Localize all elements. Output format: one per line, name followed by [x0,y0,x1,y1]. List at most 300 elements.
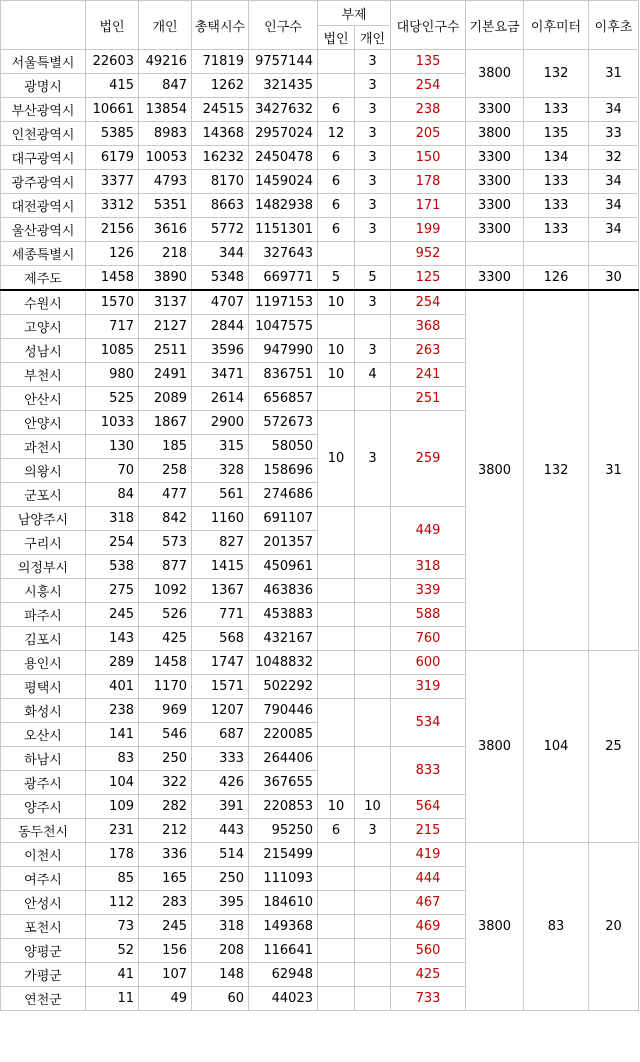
ratio-cell: 368 [391,315,466,339]
corp-count-cell: 254 [86,531,139,555]
corp-count-cell: 538 [86,555,139,579]
meter-cell: 126 [524,266,589,291]
total-taxi-cell: 561 [192,483,249,507]
region-name-cell: 구리시 [1,531,86,555]
indiv-count-cell: 3616 [139,218,192,242]
indiv-count-cell: 2127 [139,315,192,339]
empty-cell [318,843,355,867]
sub-indiv-cell: 3 [355,339,391,363]
region-name-cell: 부산광역시 [1,98,86,122]
g3-base-cell: 3800 [466,843,524,1011]
population-cell: 1048832 [249,651,318,675]
corp-count-cell: 6179 [86,146,139,170]
ratio-cell: 339 [391,579,466,603]
region-name-cell: 의정부시 [1,555,86,579]
total-taxi-cell: 3596 [192,339,249,363]
seoul-base-cell: 3800 [466,50,524,98]
table-row [1,242,639,266]
empty-cell [355,579,391,603]
corp-count-cell: 231 [86,819,139,843]
total-taxi-cell: 4707 [192,290,249,315]
population-cell: 669771 [249,266,318,291]
table-row [1,50,639,74]
total-taxi-cell: 1571 [192,675,249,699]
population-cell: 572673 [249,411,318,435]
ratio-cell: 171 [391,194,466,218]
ratio-cell: 319 [391,675,466,699]
ratio-cell: 760 [391,627,466,651]
region-name-cell: 광주시 [1,771,86,795]
total-taxi-cell: 771 [192,603,249,627]
total-taxi-cell: 2900 [192,411,249,435]
empty-cell [318,987,355,1011]
header-ratio: 대당인구수 [391,1,466,50]
meter-cell: 133 [524,170,589,194]
empty-cell [318,555,355,579]
corp-count-cell: 73 [86,915,139,939]
corp-count-cell: 83 [86,747,139,771]
empty-cell [355,747,391,795]
indiv-count-cell: 10053 [139,146,192,170]
total-taxi-cell: 14368 [192,122,249,146]
total-taxi-cell: 16232 [192,146,249,170]
empty-cell [355,891,391,915]
ratio-cell: 178 [391,170,466,194]
indiv-count-cell: 2491 [139,363,192,387]
corp-count-cell: 178 [86,843,139,867]
region-name-cell: 파주시 [1,603,86,627]
empty-cell [318,891,355,915]
indiv-count-cell: 1867 [139,411,192,435]
table-row [1,98,639,122]
corp-count-cell: 1085 [86,339,139,363]
base-cell [466,242,524,266]
total-taxi-cell: 344 [192,242,249,266]
corp-count-cell: 980 [86,363,139,387]
ratio-cell: 254 [391,290,466,315]
total-taxi-cell: 333 [192,747,249,771]
population-cell: 947990 [249,339,318,363]
table-row [1,266,639,291]
empty-cell [355,627,391,651]
header-region-cell [1,1,86,50]
corp-count-cell: 141 [86,723,139,747]
indiv-count-cell: 3890 [139,266,192,291]
ratio-cell: 425 [391,963,466,987]
sub-indiv-cell: 3 [355,50,391,74]
sub-corp-cell: 6 [318,194,355,218]
sub-corp-cell: 10 [318,363,355,387]
corp-count-cell: 1458 [86,266,139,291]
region-name-cell: 안성시 [1,891,86,915]
meter-cell: 133 [524,194,589,218]
region-name-cell: 광주광역시 [1,170,86,194]
population-cell: 367655 [249,771,318,795]
table-body [1,1,639,1011]
corp-count-cell: 85 [86,867,139,891]
header-row [1,1,639,26]
population-cell: 149368 [249,915,318,939]
g2-base-cell: 3800 [466,651,524,843]
region-name-cell: 평택시 [1,675,86,699]
region-name-cell: 울산광역시 [1,218,86,242]
empty-cell [355,867,391,891]
population-cell: 2450478 [249,146,318,170]
sec-cell: 34 [589,218,639,242]
population-cell: 836751 [249,363,318,387]
region-name-cell: 김포시 [1,627,86,651]
indiv-count-cell: 526 [139,603,192,627]
region-name-cell: 부천시 [1,363,86,387]
sub-indiv-cell: 3 [355,290,391,315]
region-name-cell: 연천군 [1,987,86,1011]
empty-cell [355,915,391,939]
region-name-cell: 대구광역시 [1,146,86,170]
hanam-ratio-cell: 833 [391,747,466,795]
sec-cell: 32 [589,146,639,170]
ratio-cell: 318 [391,555,466,579]
header-sub-corp: 법인 [318,26,355,50]
population-cell: 453883 [249,603,318,627]
table-row [1,651,639,675]
base-cell: 3800 [466,122,524,146]
corp-count-cell: 3312 [86,194,139,218]
population-cell: 502292 [249,675,318,699]
corp-count-cell: 70 [86,459,139,483]
total-taxi-cell: 148 [192,963,249,987]
empty-cell [318,507,355,555]
sub-indiv-cell: 3 [355,146,391,170]
sub-corp-cell: 10 [318,339,355,363]
region-name-cell: 성남시 [1,339,86,363]
indiv-count-cell: 847 [139,74,192,98]
region-name-cell: 제주도 [1,266,86,291]
total-taxi-cell: 2844 [192,315,249,339]
corp-count-cell: 318 [86,507,139,531]
population-cell: 463836 [249,579,318,603]
population-cell: 116641 [249,939,318,963]
ratio-cell: 952 [391,242,466,266]
ratio-cell: 560 [391,939,466,963]
corp-count-cell: 52 [86,939,139,963]
corp-count-cell: 109 [86,795,139,819]
empty-cell [318,867,355,891]
indiv-count-cell: 212 [139,819,192,843]
indiv-count-cell: 250 [139,747,192,771]
empty-cell [355,843,391,867]
corp-count-cell: 11 [86,987,139,1011]
region-name-cell: 하남시 [1,747,86,771]
corp-count-cell: 1570 [86,290,139,315]
population-cell: 1197153 [249,290,318,315]
sub-indiv-cell: 3 [355,98,391,122]
g2-sec-cell: 25 [589,651,639,843]
ratio-cell: 254 [391,74,466,98]
indiv-count-cell: 1458 [139,651,192,675]
ratio-cell: 444 [391,867,466,891]
indiv-count-cell: 156 [139,939,192,963]
empty-cell [318,939,355,963]
region-name-cell: 수원시 [1,290,86,315]
region-name-cell: 오산시 [1,723,86,747]
sub-indiv-cell: 4 [355,363,391,387]
meter-cell: 133 [524,218,589,242]
region-name-cell: 광명시 [1,74,86,98]
sub-indiv-cell: 3 [355,819,391,843]
population-cell: 3427632 [249,98,318,122]
indiv-count-cell: 842 [139,507,192,531]
indiv-count-cell: 336 [139,843,192,867]
namyang-ratio-cell: 449 [391,507,466,555]
ratio-cell: 600 [391,651,466,675]
sub-corp-cell [318,50,355,74]
empty-cell [355,699,391,747]
total-taxi-cell: 827 [192,531,249,555]
sec-cell: 34 [589,194,639,218]
header-corp: 법인 [86,1,139,50]
indiv-count-cell: 3137 [139,290,192,315]
population-cell: 220853 [249,795,318,819]
ratio-cell: 733 [391,987,466,1011]
population-cell: 220085 [249,723,318,747]
header-indiv: 개인 [139,1,192,50]
total-taxi-cell: 3471 [192,363,249,387]
population-cell: 1482938 [249,194,318,218]
empty-cell [355,555,391,579]
total-taxi-cell: 395 [192,891,249,915]
g1-meter-cell: 132 [524,290,589,651]
sub-indiv-cell: 3 [355,122,391,146]
anyang-ratio-cell: 259 [391,411,466,507]
indiv-count-cell: 245 [139,915,192,939]
ratio-cell: 125 [391,266,466,291]
sub-indiv-cell: 3 [355,170,391,194]
indiv-count-cell: 877 [139,555,192,579]
population-cell: 450961 [249,555,318,579]
total-taxi-cell: 71819 [192,50,249,74]
header-total: 총택시수 [192,1,249,50]
empty-cell [318,699,355,747]
anyang-sub-corp-cell: 10 [318,411,355,507]
sub-corp-cell: 6 [318,98,355,122]
header-meter: 이후미터 [524,1,589,50]
population-cell: 215499 [249,843,318,867]
g3-sec-cell: 20 [589,843,639,1011]
empty-cell [355,603,391,627]
indiv-count-cell: 283 [139,891,192,915]
meter-cell: 134 [524,146,589,170]
corp-count-cell: 22603 [86,50,139,74]
base-cell: 3300 [466,218,524,242]
hwaseong-ratio-cell: 534 [391,699,466,747]
table-row [1,170,639,194]
total-taxi-cell: 315 [192,435,249,459]
base-cell: 3300 [466,194,524,218]
header-sub: 부제 [318,1,391,26]
indiv-count-cell: 1170 [139,675,192,699]
population-cell: 321435 [249,74,318,98]
indiv-count-cell: 49 [139,987,192,1011]
corp-count-cell: 238 [86,699,139,723]
sec-cell [589,242,639,266]
corp-count-cell: 401 [86,675,139,699]
corp-count-cell: 84 [86,483,139,507]
ratio-cell: 467 [391,891,466,915]
ratio-cell: 199 [391,218,466,242]
sec-cell: 34 [589,98,639,122]
indiv-count-cell: 258 [139,459,192,483]
sub-indiv-cell: 3 [355,194,391,218]
sub-corp-cell: 10 [318,290,355,315]
region-name-cell: 인천광역시 [1,122,86,146]
total-taxi-cell: 1367 [192,579,249,603]
header-pop: 인구수 [249,1,318,50]
ratio-cell: 205 [391,122,466,146]
sub-corp-cell: 5 [318,266,355,291]
ratio-cell: 241 [391,363,466,387]
empty-cell [318,627,355,651]
table-row [1,122,639,146]
population-cell: 158696 [249,459,318,483]
region-name-cell: 포천시 [1,915,86,939]
sub-indiv-cell: 5 [355,266,391,291]
sub-corp-cell: 6 [318,218,355,242]
sub-corp-cell: 6 [318,146,355,170]
ratio-cell: 238 [391,98,466,122]
total-taxi-cell: 250 [192,867,249,891]
sub-corp-cell: 12 [318,122,355,146]
sub-indiv-cell [355,315,391,339]
region-name-cell: 세종특별시 [1,242,86,266]
region-name-cell: 시흥시 [1,579,86,603]
corp-count-cell: 143 [86,627,139,651]
total-taxi-cell: 443 [192,819,249,843]
total-taxi-cell: 426 [192,771,249,795]
corp-count-cell: 275 [86,579,139,603]
indiv-count-cell: 49216 [139,50,192,74]
region-name-cell: 안산시 [1,387,86,411]
population-cell: 790446 [249,699,318,723]
meter-cell: 133 [524,98,589,122]
anyang-sub-indiv-cell: 3 [355,411,391,507]
total-taxi-cell: 5772 [192,218,249,242]
meter-cell: 135 [524,122,589,146]
region-name-cell: 군포시 [1,483,86,507]
population-cell: 201357 [249,531,318,555]
header-sec: 이후초 [589,1,639,50]
indiv-count-cell: 322 [139,771,192,795]
table-row [1,290,639,315]
empty-cell [318,963,355,987]
table-row [1,194,639,218]
population-cell: 44023 [249,987,318,1011]
total-taxi-cell: 568 [192,627,249,651]
population-cell: 1151301 [249,218,318,242]
total-taxi-cell: 1160 [192,507,249,531]
population-cell: 111093 [249,867,318,891]
indiv-count-cell: 8983 [139,122,192,146]
sec-cell: 33 [589,122,639,146]
population-cell: 264406 [249,747,318,771]
ratio-cell: 564 [391,795,466,819]
population-cell: 656857 [249,387,318,411]
sec-cell: 30 [589,266,639,291]
header-sub-indiv: 개인 [355,26,391,50]
indiv-count-cell: 165 [139,867,192,891]
corp-count-cell: 3377 [86,170,139,194]
ratio-cell: 263 [391,339,466,363]
sub-corp-cell [318,74,355,98]
region-name-cell: 양평군 [1,939,86,963]
header-base: 기본요금 [466,1,524,50]
g2-meter-cell: 104 [524,651,589,843]
population-cell: 432167 [249,627,318,651]
empty-cell [318,579,355,603]
total-taxi-cell: 1207 [192,699,249,723]
region-name-cell: 가평군 [1,963,86,987]
total-taxi-cell: 8663 [192,194,249,218]
table-row [1,146,639,170]
corp-count-cell: 5385 [86,122,139,146]
total-taxi-cell: 391 [192,795,249,819]
corp-count-cell: 289 [86,651,139,675]
sub-corp-cell: 6 [318,170,355,194]
sub-indiv-cell [355,242,391,266]
corp-count-cell: 415 [86,74,139,98]
sub-corp-cell [318,387,355,411]
total-taxi-cell: 687 [192,723,249,747]
region-name-cell: 이천시 [1,843,86,867]
total-taxi-cell: 1415 [192,555,249,579]
sub-corp-cell [318,315,355,339]
indiv-count-cell: 4793 [139,170,192,194]
total-taxi-cell: 1747 [192,651,249,675]
sub-corp-cell: 6 [318,819,355,843]
population-cell: 95250 [249,819,318,843]
population-cell: 1047575 [249,315,318,339]
ratio-cell: 150 [391,146,466,170]
total-taxi-cell: 318 [192,915,249,939]
corp-count-cell: 41 [86,963,139,987]
ratio-cell: 588 [391,603,466,627]
indiv-count-cell: 573 [139,531,192,555]
population-cell: 58050 [249,435,318,459]
empty-cell [318,651,355,675]
empty-cell [318,915,355,939]
total-taxi-cell: 8170 [192,170,249,194]
total-taxi-cell: 514 [192,843,249,867]
region-name-cell: 서울특별시 [1,50,86,74]
total-taxi-cell: 328 [192,459,249,483]
corp-count-cell: 525 [86,387,139,411]
population-cell: 9757144 [249,50,318,74]
table-row [1,218,639,242]
empty-cell [355,507,391,555]
population-cell: 2957024 [249,122,318,146]
corp-count-cell: 10661 [86,98,139,122]
sub-corp-cell [318,242,355,266]
region-name-cell: 용인시 [1,651,86,675]
sub-indiv-cell [355,387,391,411]
population-cell: 274686 [249,483,318,507]
population-cell: 1459024 [249,170,318,194]
ratio-cell: 469 [391,915,466,939]
base-cell: 3300 [466,98,524,122]
empty-cell [355,987,391,1011]
base-cell: 3300 [466,266,524,291]
indiv-count-cell: 107 [139,963,192,987]
indiv-count-cell: 1092 [139,579,192,603]
